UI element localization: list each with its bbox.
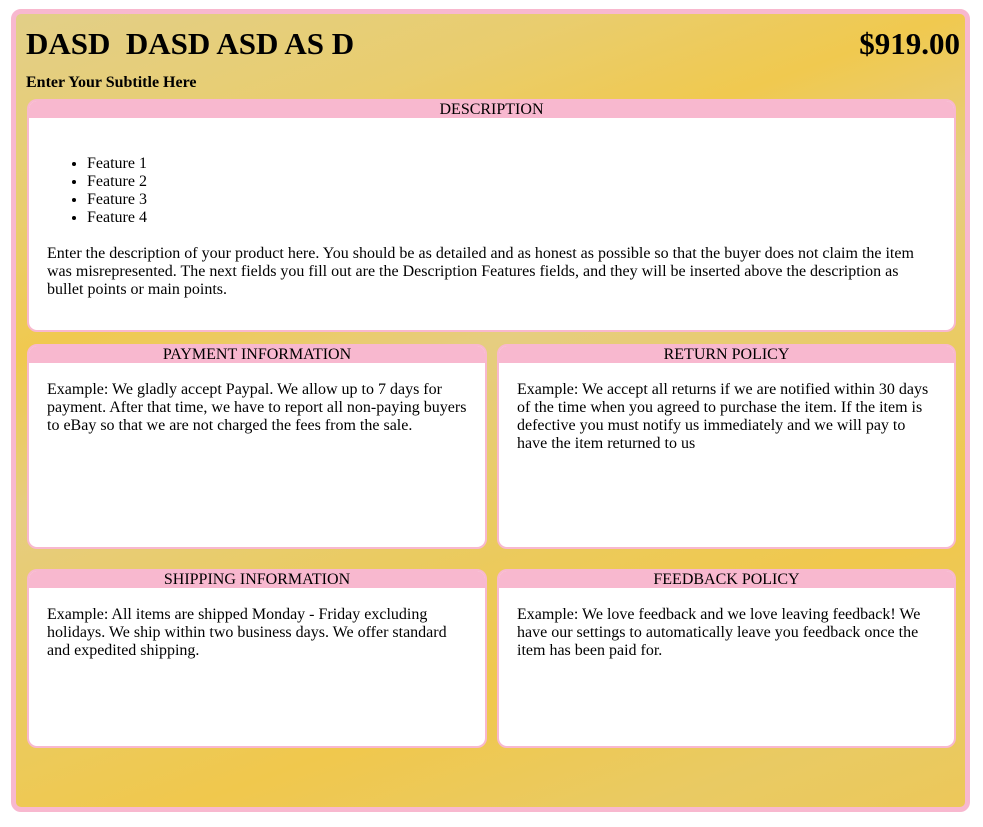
shipping-text: Example: All items are shipped Monday - Friday excluding holidays. We ship within two business days. We offer standard and expedited shipping. xyxy=(47,606,447,659)
listing-title: DASD DASD ASD AS D xyxy=(26,26,355,61)
feature-item: • Feature 4 xyxy=(87,209,936,227)
payment-body xyxy=(29,363,485,453)
listing-subtitle: Enter Your Subtitle Here xyxy=(26,74,197,91)
payment-header: PAYMENT INFORMATION xyxy=(29,346,485,363)
description-header: DESCRIPTION xyxy=(29,101,954,118)
return-policy-body xyxy=(499,363,954,471)
feedback-policy-body xyxy=(499,588,954,678)
description-body xyxy=(29,118,954,317)
shipping-header: SHIPPING INFORMATION xyxy=(29,571,485,588)
shipping-panel xyxy=(27,569,487,748)
feature-list xyxy=(47,155,936,227)
feature-item: • Feature 2 xyxy=(87,173,936,191)
feature-item: • Feature 3 xyxy=(87,191,936,209)
payment-panel xyxy=(27,344,487,549)
return-policy-text: Example: We accept all returns if we are notified within 30 days of the time when you agreed to purchase the item. If the item is defective you must notify us immediately and we will pay to have the item returned to us xyxy=(517,381,929,452)
feature-item: • Feature 1 xyxy=(87,155,936,173)
listing-frame xyxy=(11,9,970,812)
feedback-policy-header: FEEDBACK POLICY xyxy=(499,571,954,588)
return-policy-header: RETURN POLICY xyxy=(499,346,954,363)
feedback-policy-text: Example: We love feedback and we love leaving feedback! We have our settings to automatically leave you feedback once the item has been paid for. xyxy=(517,606,921,659)
shipping-body xyxy=(29,588,485,678)
return-policy-panel xyxy=(497,344,956,549)
description-text: Enter the description of your product here. You should be as detailed and as honest as possible so that the buyer does not claim the item was misrepresented. The next fields you fill out are the Description Features fields, and they will be inserted above the description as bullet points or main points. xyxy=(47,245,914,298)
listing-price: $919.00 xyxy=(859,26,960,61)
description-panel xyxy=(27,99,956,332)
payment-text: Example: We gladly accept Paypal. We allow up to 7 days for payment. After that time, we have to report all non-paying buyers to eBay so that we are not charged the fees from the sale. xyxy=(47,381,467,434)
feedback-policy-panel xyxy=(497,569,956,748)
